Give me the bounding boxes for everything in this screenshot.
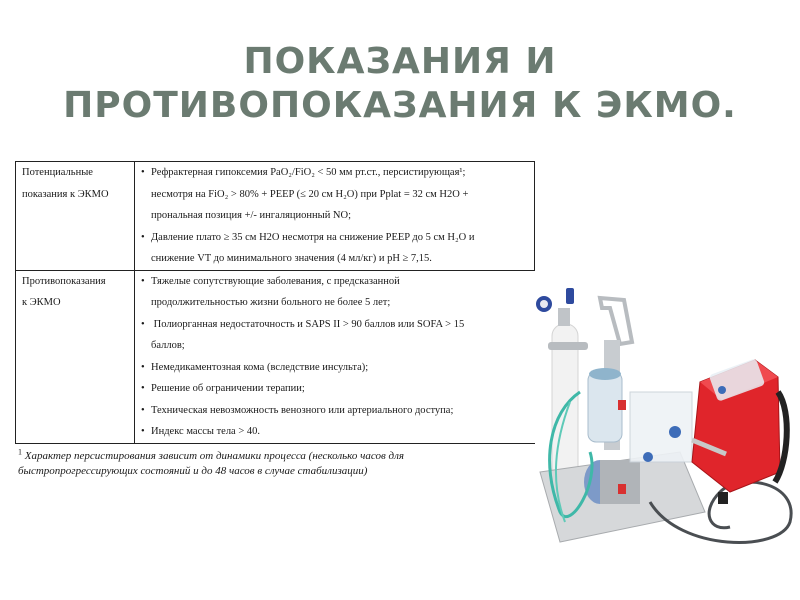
row-label-contraindications bbox=[16, 270, 135, 443]
slide-title bbox=[0, 40, 800, 128]
item-text: Немедикаментозная кома (вследствие инсульта); bbox=[151, 361, 369, 373]
footnote-line-1: Характер персистирования зависит от динамики процесса (несколько часов для bbox=[24, 450, 404, 462]
item-text-continuation: прональная позиция +/- ингаляционный NO; bbox=[151, 210, 352, 221]
list-item bbox=[141, 271, 531, 293]
label-line: Потенциальные bbox=[22, 167, 93, 178]
item-text-continuation: продолжительностью жизни больного не более 5 лет; bbox=[151, 297, 391, 308]
bullet-icon: • bbox=[141, 361, 145, 373]
footnote bbox=[18, 449, 528, 479]
item-text: Давление плато ≥ 35 см H2O несмотря на снижение PEEP до 5 см H₂O и bbox=[151, 231, 475, 243]
bullet-icon: • bbox=[141, 404, 145, 416]
list-item bbox=[141, 357, 531, 379]
item-text: Рефрактерная гипоксемия PaO₂/FiO₂ < 50 мм рт.ст., персистирующая¹; bbox=[151, 167, 466, 178]
ecmo-device-image bbox=[530, 282, 800, 562]
bullet-icon: • bbox=[141, 318, 145, 330]
label-line: показания к ЭКМО bbox=[22, 188, 109, 200]
item-text: Тяжелые сопутствующие заболевания, с предсказанной bbox=[151, 275, 400, 287]
row-content-indications bbox=[135, 162, 535, 271]
slide-title-line-1: ПОКАЗАНИЯ И bbox=[243, 41, 557, 82]
footnote-line-2: быстропрогрессирующих состояний и до 48 часов в случае стабилизации) bbox=[18, 465, 368, 477]
item-text: Техническая невозможность венозного или артериального доступа; bbox=[151, 404, 454, 416]
item-text: Полиорганная недостаточность и SAPS II > 90 баллов или SOFA > 15 bbox=[151, 318, 465, 330]
bullet-icon: • bbox=[141, 426, 145, 437]
item-text-continuation: несмотря на FiO₂ > 80% + PEEP (≤ 20 см H₂O) при Pplat = 32 см H2O + bbox=[151, 188, 469, 200]
table-row-contraindications bbox=[16, 270, 535, 443]
footnote-marker: 1 bbox=[18, 447, 22, 457]
bullet-icon: • bbox=[141, 167, 145, 178]
row-content-contraindications bbox=[135, 270, 535, 443]
bullet-icon: • bbox=[141, 383, 145, 394]
table-row-indications bbox=[16, 162, 535, 271]
list-item bbox=[141, 314, 531, 336]
label-line: Противопоказания bbox=[22, 275, 106, 287]
list-item bbox=[141, 400, 531, 422]
item-text-continuation: баллов; bbox=[151, 340, 185, 351]
list-item bbox=[141, 378, 531, 400]
item-text: Индекс массы тела > 40. bbox=[151, 426, 261, 437]
bullet-icon: • bbox=[141, 231, 145, 243]
bullet-icon: • bbox=[141, 275, 145, 287]
list-item bbox=[141, 227, 530, 249]
ecmo-device-illustration bbox=[530, 282, 800, 562]
list-item bbox=[141, 162, 530, 184]
slide-title-line-2: ПРОТИВОПОКАЗАНИЯ К ЭКМО. bbox=[63, 85, 737, 126]
row-label-indications bbox=[16, 162, 135, 271]
item-text: Решение об ограничении терапии; bbox=[151, 383, 305, 394]
ecmo-indications-table bbox=[15, 161, 535, 444]
label-line: к ЭКМО bbox=[22, 297, 61, 308]
item-text-continuation: снижение VT до минимального значения (4 мл/кг) и pH ≥ 7,15. bbox=[151, 253, 432, 264]
list-item bbox=[141, 421, 531, 443]
